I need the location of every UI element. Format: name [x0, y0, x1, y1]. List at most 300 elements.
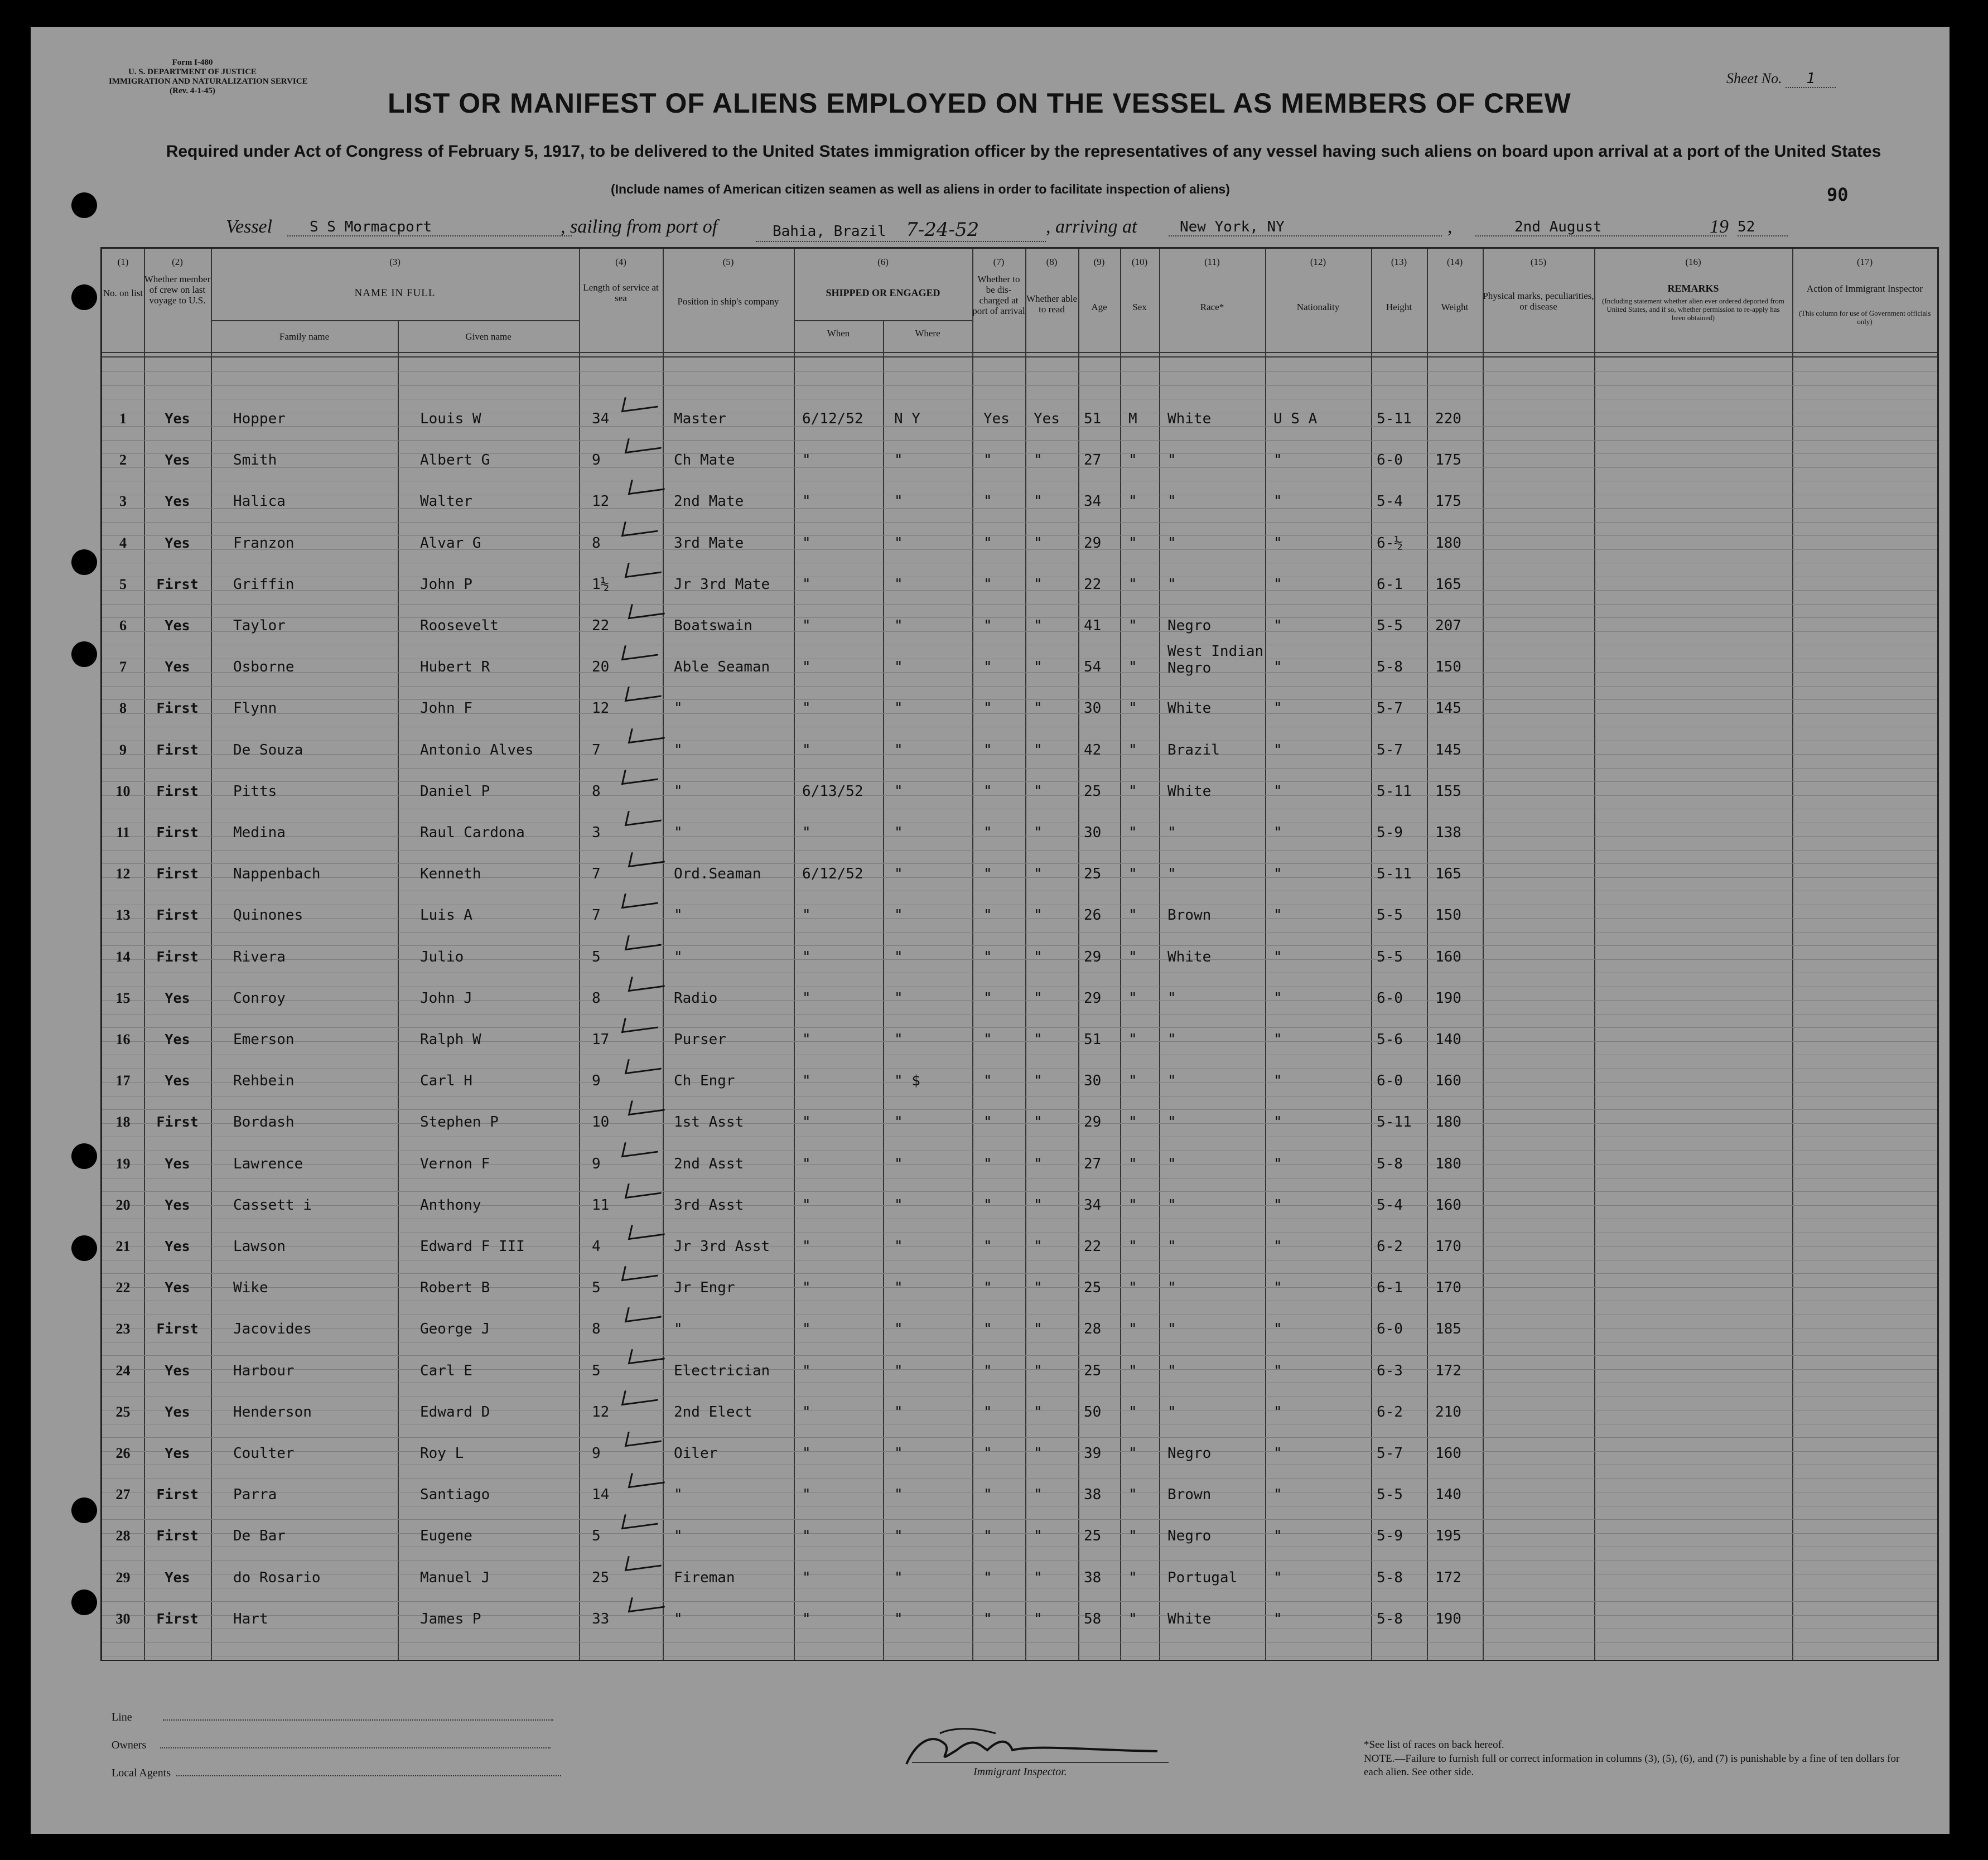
- subtitle: Required under Act of Congress of February 5, 1917, to be delivered to the United States immigration officer by the representatives of any vessel having such aliens on board upon arrival at a port of the United States: [166, 142, 1881, 161]
- cell-age: 25: [1084, 1362, 1102, 1379]
- cell-when: ": [802, 1569, 811, 1586]
- cell-service: 5: [592, 948, 601, 965]
- header-age: Age: [1091, 302, 1107, 312]
- cell-last: Yes: [165, 659, 190, 675]
- cell-position: Fireman: [674, 1569, 735, 1586]
- cell-disch: ": [983, 452, 992, 469]
- cell-service: 4: [592, 1238, 601, 1255]
- cell-last: First: [156, 782, 199, 799]
- cell-family: do Rosario: [233, 1569, 321, 1586]
- table-row: [102, 1569, 1937, 1592]
- cell-disch: Yes: [983, 410, 1010, 427]
- cell-family: Conroy: [233, 989, 286, 1007]
- punch-hole: [71, 1590, 97, 1615]
- cell-where: ": [894, 534, 903, 552]
- cell-last: First: [156, 824, 199, 840]
- cell-last: Yes: [165, 1031, 190, 1047]
- cell-weight: 138: [1435, 824, 1461, 841]
- cell-where: ": [894, 948, 903, 965]
- table-row: [102, 493, 1937, 515]
- cell-height: 6-2: [1377, 1403, 1403, 1421]
- cell-given: Carl H: [420, 1072, 472, 1090]
- cell-weight: 185: [1435, 1321, 1461, 1338]
- cell-sex: ": [1128, 1486, 1137, 1504]
- departure-port-value: Bahia, Brazil: [773, 223, 886, 240]
- cell-when: ": [802, 989, 811, 1007]
- cell-race: ": [1167, 1362, 1176, 1379]
- cell-given: Daniel P: [420, 782, 490, 800]
- cell-no: 22: [115, 1279, 131, 1296]
- cell-position: ": [674, 1321, 683, 1338]
- cell-sex: ": [1128, 534, 1137, 552]
- table-row: [102, 1486, 1937, 1509]
- header-remarks-sub: (Including statement whether alien ever ordered deported from United States, and if so, whether permission to re-apply has been obtained): [1602, 297, 1784, 322]
- cell-given: Santiago: [420, 1486, 490, 1504]
- header-sex: Sex: [1132, 302, 1147, 312]
- cell-given: Antonio Alves: [420, 741, 534, 759]
- cell-age: 51: [1084, 410, 1102, 427]
- cell-given: Edward D: [420, 1403, 490, 1421]
- cell-no: 4: [119, 534, 127, 551]
- cell-race: White: [1167, 700, 1212, 717]
- table-row: [102, 1279, 1937, 1302]
- cell-position: Jr Engr: [674, 1279, 735, 1297]
- department: U. S. DEPARTMENT OF JUSTICE: [128, 67, 257, 76]
- cell-sex: ": [1128, 1403, 1137, 1421]
- cell-service: 9: [592, 1155, 601, 1172]
- cell-nat: ": [1273, 1238, 1282, 1255]
- cell-last: First: [156, 907, 199, 924]
- cell-weight: 165: [1435, 576, 1461, 593]
- cell-race: ": [1167, 824, 1176, 841]
- cell-age: 34: [1084, 493, 1102, 510]
- cell-when: ": [802, 1196, 811, 1214]
- column-number-c2: (2): [172, 257, 183, 267]
- cell-nat: ": [1273, 989, 1282, 1007]
- cell-family: Medina: [233, 824, 286, 841]
- cell-read: ": [1034, 1196, 1043, 1214]
- cell-position: Ch Engr: [674, 1072, 735, 1090]
- cell-service: 10: [592, 1114, 610, 1131]
- cell-service: 33: [592, 1610, 610, 1627]
- cell-weight: 150: [1435, 907, 1461, 924]
- cell-position: 1st Asst: [674, 1114, 744, 1131]
- cell-where: ": [894, 907, 903, 924]
- cell-read: ": [1034, 1114, 1043, 1131]
- header-no-on-list: No. on list: [103, 288, 143, 298]
- cell-no: 1: [119, 410, 127, 427]
- cell-given: Raul Cardona: [420, 824, 525, 841]
- cell-position: Radio: [674, 989, 718, 1007]
- cell-nat: ": [1273, 1610, 1282, 1627]
- table-row: [102, 700, 1937, 722]
- cell-where: ": [894, 576, 903, 593]
- cell-age: 30: [1084, 1072, 1102, 1090]
- cell-position: 3rd Asst: [674, 1196, 744, 1214]
- cell-height: 5-11: [1377, 1114, 1412, 1131]
- cell-family: Bordash: [233, 1114, 295, 1131]
- cell-read: ": [1034, 1362, 1043, 1379]
- table-row: [102, 949, 1937, 971]
- inspector-signature: [867, 1711, 1180, 1772]
- table-row: [102, 452, 1937, 474]
- cell-service: 8: [592, 782, 601, 800]
- cell-when: ": [802, 452, 811, 469]
- sailing-label: , sailing from port of: [561, 216, 718, 237]
- cell-sex: ": [1128, 1362, 1137, 1379]
- manifest-sheet: [31, 27, 1950, 1834]
- cell-read: ": [1034, 617, 1043, 634]
- cell-height: 5-4: [1377, 1196, 1403, 1214]
- cell-sex: ": [1128, 782, 1137, 800]
- cell-where: ": [894, 1569, 903, 1586]
- table-row: [102, 1611, 1937, 1633]
- cell-age: 54: [1084, 659, 1102, 676]
- fine-note: NOTE.—Failure to furnish full or correct information in columns (3), (5), (6), and (7) is punishable by a fine of ten dollars for each alien. See other side.: [1364, 1753, 1900, 1778]
- cell-nat: ": [1273, 452, 1282, 469]
- cell-age: 22: [1084, 1238, 1102, 1255]
- cell-nat: ": [1273, 1569, 1282, 1586]
- cell-weight: 150: [1435, 659, 1461, 676]
- column-number-c13: (13): [1391, 257, 1407, 267]
- cell-age: 25: [1084, 782, 1102, 800]
- cell-weight: 160: [1435, 1072, 1461, 1090]
- cell-height: 6-1: [1377, 1279, 1403, 1297]
- cell-sex: ": [1128, 576, 1137, 593]
- cell-no: 10: [115, 782, 131, 799]
- cell-last: Yes: [165, 1403, 190, 1420]
- cell-service: 17: [592, 1031, 610, 1048]
- cell-last: Yes: [165, 452, 190, 468]
- cell-given: Carl E: [420, 1362, 472, 1379]
- cell-when: ": [802, 1445, 811, 1462]
- cell-given: Louis W: [420, 410, 481, 427]
- cell-when: ": [802, 1279, 811, 1297]
- cell-height: 6-0: [1377, 1321, 1403, 1338]
- punch-hole: [71, 192, 97, 218]
- cell-last: First: [156, 948, 199, 965]
- cell-no: 23: [115, 1321, 131, 1337]
- cell-height: 5-6: [1377, 1031, 1403, 1048]
- ruled-line: [102, 850, 1937, 851]
- punch-hole: [71, 641, 97, 667]
- cell-given: Walter: [420, 493, 472, 510]
- cell-no: 26: [115, 1445, 131, 1461]
- table-row: [102, 617, 1937, 640]
- handwritten-check-mark: [628, 1593, 668, 1613]
- cell-nat: ": [1273, 782, 1282, 800]
- cell-read: ": [1034, 1279, 1043, 1297]
- ruled-line: [102, 1027, 1937, 1028]
- cell-sex: ": [1128, 1155, 1137, 1172]
- cell-weight: 140: [1435, 1486, 1461, 1504]
- cell-no: 14: [115, 948, 131, 965]
- cell-position: Jr 3rd Asst: [674, 1238, 770, 1255]
- cell-service: 8: [592, 534, 601, 552]
- cell-sex: ": [1128, 617, 1137, 634]
- cell-family: Wike: [233, 1279, 268, 1297]
- cell-last: Yes: [165, 1279, 190, 1296]
- handwritten-check-mark: [621, 1137, 662, 1157]
- form-number: Form I-480: [172, 58, 213, 67]
- cell-sex: ": [1128, 948, 1137, 965]
- header-race: Race*: [1200, 302, 1224, 312]
- cell-race: Negro: [1167, 617, 1212, 634]
- handwritten-check-mark: [621, 1386, 662, 1406]
- column-number-c10: (10): [1131, 257, 1148, 267]
- cell-when: ": [802, 1486, 811, 1504]
- cell-last: First: [156, 1610, 199, 1627]
- cell-weight: 170: [1435, 1279, 1461, 1297]
- cell-height: 5-5: [1377, 948, 1403, 965]
- cell-disch: ": [983, 907, 992, 924]
- cell-disch: ": [983, 1238, 992, 1255]
- cell-position: Purser: [674, 1031, 726, 1048]
- cell-age: 39: [1084, 1445, 1102, 1462]
- cell-service: 12: [592, 1403, 610, 1421]
- column-number-c5: (5): [722, 257, 734, 267]
- cell-height: 6-0: [1377, 989, 1403, 1007]
- cell-nat: ": [1273, 1155, 1282, 1172]
- ruled-line: [102, 522, 1937, 523]
- cell-race: ": [1167, 866, 1176, 883]
- cell-weight: 160: [1435, 948, 1461, 965]
- cell-given: Anthony: [420, 1196, 481, 1214]
- cell-read: ": [1034, 700, 1043, 717]
- table-row: [102, 576, 1937, 598]
- cell-read: ": [1034, 741, 1043, 759]
- owners-label: Owners: [112, 1739, 147, 1751]
- cell-position: 2nd Mate: [674, 493, 744, 510]
- cell-no: 2: [119, 452, 127, 468]
- ruled-line: [102, 686, 1937, 687]
- table-row: [102, 643, 1937, 681]
- cell-last: Yes: [165, 534, 190, 551]
- cell-race: ": [1167, 1072, 1176, 1090]
- header-inspector-action-sub: (This column for use of Government officials only): [1798, 309, 1931, 326]
- punch-hole: [71, 284, 97, 310]
- inspector-label: Immigrant Inspector.: [973, 1766, 1067, 1778]
- cell-given: Hubert R: [420, 659, 490, 676]
- cell-nat: ": [1273, 1528, 1282, 1545]
- cell-position: Master: [674, 410, 726, 427]
- cell-height: 5-8: [1377, 1155, 1403, 1172]
- cell-disch: ": [983, 534, 992, 552]
- handwritten-check-mark: [625, 806, 665, 827]
- cell-race: ": [1167, 534, 1176, 552]
- cell-nat: ": [1273, 1486, 1282, 1504]
- ruled-line: [102, 604, 1937, 605]
- column-number-c11: (11): [1204, 257, 1220, 267]
- cell-family: Emerson: [233, 1031, 295, 1048]
- ruled-line: [102, 1355, 1937, 1356]
- cell-disch: ": [983, 1403, 992, 1421]
- cell-last: Yes: [165, 1155, 190, 1172]
- cell-when: 6/12/52: [802, 866, 863, 883]
- header-last-voyage: Whether member of crew on last voyage to U.S.: [144, 274, 211, 306]
- cell-disch: ": [983, 1569, 992, 1586]
- cell-no: 15: [115, 989, 131, 1006]
- table-row: [102, 1114, 1937, 1136]
- cell-weight: 207: [1435, 617, 1461, 634]
- cell-weight: 160: [1435, 1445, 1461, 1462]
- cell-family: De Souza: [233, 741, 303, 759]
- cell-given: Roy L: [420, 1445, 464, 1462]
- cell-age: 27: [1084, 1155, 1102, 1172]
- cell-age: 25: [1084, 1279, 1102, 1297]
- cell-sex: ": [1128, 824, 1137, 841]
- cell-disch: ": [983, 659, 992, 676]
- cell-race: Brazil: [1167, 741, 1220, 759]
- shipped-subheader-rule: [794, 320, 972, 321]
- cell-nat: ": [1273, 1072, 1282, 1090]
- ruled-line: [102, 1191, 1937, 1192]
- cell-family: Cassett i: [233, 1196, 312, 1214]
- service-name: IMMIGRATION AND NATURALIZATION SERVICE: [109, 77, 308, 86]
- cell-last: Yes: [165, 1196, 190, 1213]
- cell-when: ": [802, 1155, 811, 1172]
- vessel-label: Vessel: [226, 216, 273, 237]
- cell-where: ": [894, 741, 903, 759]
- cell-last: Yes: [165, 1238, 190, 1254]
- cell-sex: ": [1128, 1114, 1137, 1131]
- cell-no: 6: [119, 617, 127, 634]
- cell-read: Yes: [1034, 410, 1060, 427]
- handwritten-check-mark: [628, 1096, 668, 1116]
- cell-race: ": [1167, 1031, 1176, 1048]
- revision: (Rev. 4-1-45): [170, 86, 215, 95]
- cell-disch: ": [983, 1362, 992, 1379]
- header-name-in-full: NAME IN FULL: [354, 287, 436, 299]
- cell-nat: ": [1273, 948, 1282, 965]
- cell-family: Harbour: [233, 1362, 295, 1379]
- cell-age: 29: [1084, 989, 1102, 1007]
- cell-where: ": [894, 493, 903, 510]
- cell-weight: 180: [1435, 1114, 1461, 1131]
- cell-when: ": [802, 948, 811, 965]
- cell-disch: ": [983, 1031, 992, 1048]
- column-number-c3: (3): [389, 257, 401, 267]
- handwritten-check-mark: [625, 1055, 665, 1075]
- cell-where: ": [894, 989, 903, 1007]
- cell-service: 34: [592, 410, 610, 427]
- cell-read: ": [1034, 782, 1043, 800]
- table-row: [102, 866, 1937, 888]
- table-row: [102, 1072, 1937, 1095]
- header-where: Where: [915, 328, 940, 339]
- cell-when: ": [802, 700, 811, 717]
- cell-nat: ": [1273, 659, 1282, 676]
- cell-where: ": [894, 1031, 903, 1048]
- cell-disch: ": [983, 576, 992, 593]
- cell-family: Quinones: [233, 907, 303, 924]
- cell-when: ": [802, 1528, 811, 1545]
- cell-given: Alvar G: [420, 534, 481, 552]
- cell-race: White: [1167, 1610, 1212, 1627]
- column-number-c16: (16): [1685, 257, 1701, 267]
- cell-last: Yes: [165, 410, 190, 427]
- cell-read: ": [1034, 1031, 1043, 1048]
- handwritten-check-mark: [628, 1344, 668, 1364]
- cell-height: 5-5: [1377, 1486, 1403, 1504]
- voyage-line: Vessel S S Mormacport , sailing from port of Bahia, Brazil 7-24-52 , arriving at New York, NY , 2nd August 19 52: [226, 216, 1844, 244]
- cell-height: 5-8: [1377, 659, 1403, 676]
- cell-race: White: [1167, 782, 1212, 800]
- cell-read: ": [1034, 824, 1043, 841]
- cell-position: ": [674, 948, 683, 965]
- cell-read: ": [1034, 1445, 1043, 1462]
- cell-disch: ": [983, 782, 992, 800]
- cell-age: 51: [1084, 1031, 1102, 1048]
- cell-service: 7: [592, 907, 601, 924]
- cell-where: ": [894, 1445, 903, 1462]
- header-position: Position in ship's company: [677, 296, 779, 307]
- cell-when: ": [802, 1114, 811, 1131]
- cell-nat: ": [1273, 866, 1282, 883]
- cell-disch: ": [983, 700, 992, 717]
- cell-height: 6-½: [1377, 534, 1403, 552]
- cell-family: Flynn: [233, 700, 277, 717]
- cell-weight: 175: [1435, 493, 1461, 510]
- cell-no: 28: [115, 1528, 131, 1544]
- cell-weight: 175: [1435, 452, 1461, 469]
- cell-when: ": [802, 1610, 811, 1627]
- arriving-label: , arriving at: [1046, 216, 1137, 237]
- cell-position: ": [674, 1610, 683, 1627]
- cell-weight: 165: [1435, 866, 1461, 883]
- cell-family: Lawrence: [233, 1155, 303, 1172]
- cell-race: ": [1167, 1196, 1176, 1214]
- subtitle-note: (Include names of American citizen seamen as well as aliens in order to facilitate inspection of aliens): [611, 182, 1230, 196]
- cell-given: Julio: [420, 948, 464, 965]
- cell-height: 5-4: [1377, 493, 1403, 510]
- header-nationality: Nationality: [1296, 302, 1340, 312]
- cell-sex: ": [1128, 1528, 1137, 1545]
- handwritten-check-mark: [625, 434, 665, 454]
- cell-race: ": [1167, 452, 1176, 469]
- cell-no: 9: [119, 741, 127, 758]
- ruled-line: [102, 1519, 1937, 1520]
- column-number-c8: (8): [1046, 257, 1058, 267]
- cell-race: ": [1167, 1403, 1176, 1421]
- handwritten-check-mark: [621, 1013, 662, 1033]
- cell-family: Smith: [233, 452, 277, 469]
- cell-position: ": [674, 1528, 683, 1545]
- ruled-line: [102, 1437, 1937, 1438]
- cell-height: 5-9: [1377, 824, 1403, 841]
- cell-read: ": [1034, 576, 1043, 593]
- cell-read: ": [1034, 1321, 1043, 1338]
- cell-when: ": [802, 1321, 811, 1338]
- races-note: *See list of races on back hereof.: [1364, 1739, 1504, 1751]
- handwritten-check-mark: [621, 889, 662, 909]
- cell-no: 16: [115, 1031, 131, 1047]
- cell-height: 5-9: [1377, 1528, 1403, 1545]
- agents-label: Local Agents: [112, 1767, 171, 1779]
- cell-weight: 145: [1435, 700, 1461, 717]
- cell-where: N Y: [894, 410, 920, 427]
- cell-age: 26: [1084, 907, 1102, 924]
- cell-disch: ": [983, 1072, 992, 1090]
- cell-position: ": [674, 700, 683, 717]
- cell-position: ": [674, 782, 683, 800]
- cell-nat: ": [1273, 617, 1282, 634]
- header-when: When: [827, 328, 850, 339]
- cell-read: ": [1034, 907, 1043, 924]
- cell-read: ": [1034, 534, 1043, 552]
- table-row: [102, 1363, 1937, 1385]
- cell-service: 9: [592, 1072, 601, 1090]
